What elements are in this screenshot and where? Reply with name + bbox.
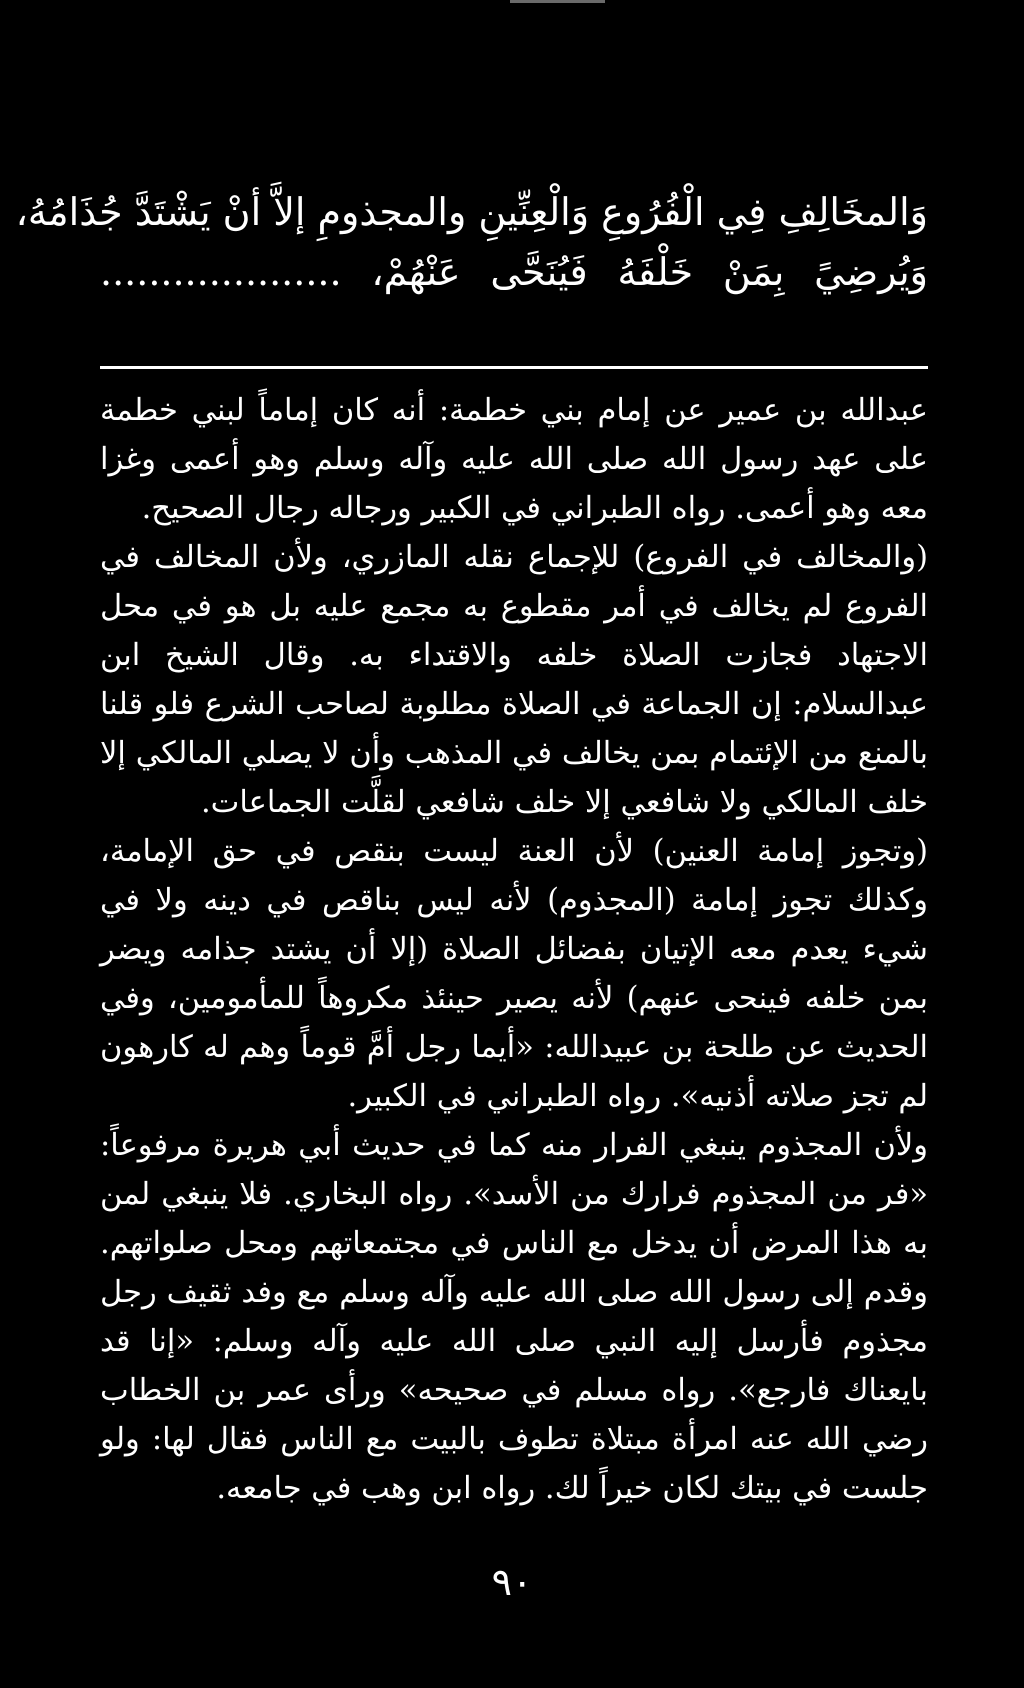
verse-line-2: وَيُرضِيً بِمَنْ خَلْفَهُ فَيُنَحَّى عَنْهُمْ، .................... xyxy=(100,250,928,294)
commentary-text xyxy=(100,386,928,1513)
top-edge-mark xyxy=(510,0,605,3)
verse-block xyxy=(15,182,928,302)
paragraph-2: (والمخالف في الفروع) للإجماع نقله المازري، ولأن المخالف في الفروع لم يخالف في أمر مقطوع به مجمع عليه بل هو في محل الاجتهاد فجازت الصلاة خلفه والاقتداء به. وقال الشيخ ابن عبدالسلام: إن الجماعة في الصلاة مطلوبة لصاحب الشرع فلو قلنا بالمنع من الإئتمام بمن يخالف في المذهب وأن لا يصلي المالكي إلا خلف المالكي ولا شافعي إلا خلف شافعي لقلَّت الجماعات. xyxy=(100,540,928,820)
paragraph-3: (وتجوز إمامة العنين) لأن العنة ليست بنقص في حق الإمامة، وكذلك تجوز إمامة (المجذوم) لأنه ليس بناقص في دينه ولا في شيء يعدم معه الإتيان بفضائل الصلاة (إلا أن يشتد جذامه ويضر بمن خلفه فينحى عنهم) لأنه يصير حينئذ مكروهاً للمأمومين، وفي الحديث عن طلحة بن عبيدالله: «أيما رجل أمَّ قوماً وهم له كارهون لم تجز صلاته أذنيه». رواه الطبراني في الكبير. xyxy=(100,834,928,1114)
page-number: ٩٠ xyxy=(491,1560,533,1604)
separator-rule xyxy=(100,366,928,369)
paragraph-1: عبدالله بن عمير عن إمام بني خطمة: أنه كان إماماً لبني خطمة على عهد رسول الله صلى الله عليه وآله وسلم وهو أعمى وغزا معه وهو أعمى. رواه الطبراني في الكبير ورجاله رجال الصحيح. xyxy=(100,393,928,526)
paragraph-4: ولأن المجذوم ينبغي الفرار منه كما في حديث أبي هريرة مرفوعاً: «فر من المجذوم فرارك من الأسد». رواه البخاري. فلا ينبغي لمن به هذا المرض أن يدخل مع الناس في مجتمعاتهم ومحل صلواتهم. وقدم إلى رسول الله صلى الله عليه وآله وسلم مع وفد ثقيف رجل مجذوم فأرسل إليه النبي صلى الله عليه وآله وسلم: «إنا قد بايعناك فارجع». رواه مسلم في صحيحه» ورأى عمر بن الخطاب رضي الله عنه امرأة مبتلاة تطوف بالبيت مع الناس فقال لها: ولو جلست في بيتك لكان خيراً لك. رواه ابن وهب في جامعه. xyxy=(100,1128,928,1506)
verse-line-1: وَالمخَالِفِ فِي الْفُرُوعِ وَالْعِنِّينِ والمجذومِ إلاَّ أنْ يَشْتَدَّ جُذَامُهُ، xyxy=(15,190,928,234)
